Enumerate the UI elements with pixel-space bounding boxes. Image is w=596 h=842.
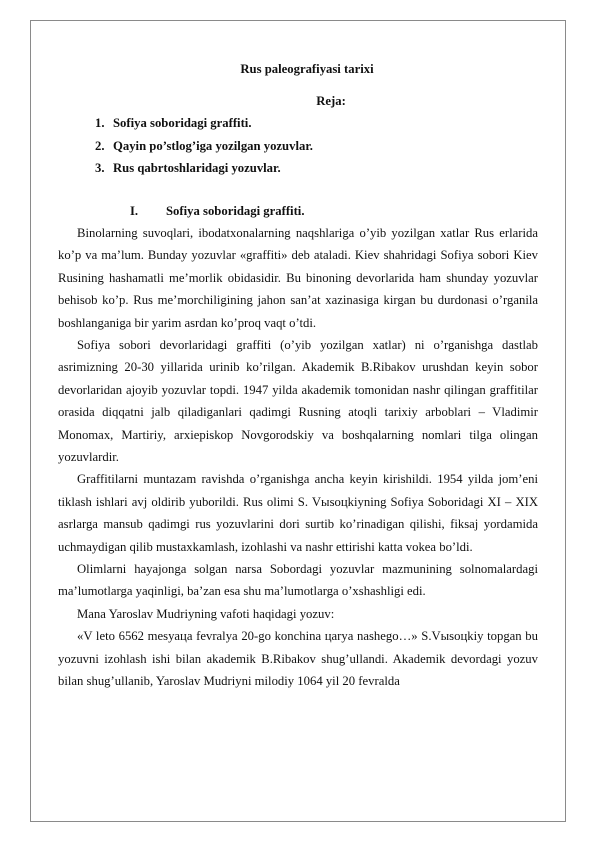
- body-paragraph: Mana Yaroslav Mudriyning vafoti haqidagi yozuv:: [77, 606, 335, 621]
- section-title: Sofiya soboridagi graffiti.: [166, 203, 305, 218]
- plan-item: [95, 112, 538, 134]
- body-paragraph: Olimlarni hayajonga solgan narsa Sobordagi yozuvlar mazmunining solnomalardagi ma’lumotlarga yaqinligi, ba’zan esa shu ma’lumotlarga o’xshashligi edi.: [58, 562, 538, 599]
- plan-list: [58, 112, 538, 179]
- section-number: I.: [130, 203, 139, 218]
- document-title: Rus paleografiyasi tarixi: [240, 62, 374, 76]
- plan-item-number: 3.: [95, 161, 105, 176]
- plan-heading: Reja:: [316, 94, 346, 108]
- plan-item-text: Qayin po’stlog’iga yozilgan yozuvlar.: [113, 138, 313, 153]
- document-content: [58, 58, 538, 693]
- plan-item: [95, 135, 538, 157]
- body-paragraph: Graffitilarni muntazam ravishda o’rganishga ancha keyin kirishildi. 1954 yilda jom’eni tiklash ishlari avj oldirib yuborildi. Rus olimi S. Vыsoцkiyning Sofiya Soboridagi XI – XIX asrlarga mansub qadimgi rus yozuvlarini dori surtib ko’rinadigan qilishi, fiksaj yordamida uchmaydigan qilib mustaxkamlash, izohlashi va nashr ettirishi katta vokea bo’ldi.: [58, 472, 538, 554]
- plan-item-text: Sofiya soboridagi graffiti.: [113, 116, 252, 131]
- body-paragraph: «V leto 6562 mesyaцa fevralya 20-go konchina цarya nashego…» S.Vыsoцkiy topgan bu yozuvni izohlash ishi bilan akademik B.Ribakov shug’ullandi. Akademik devordagi yozuv bilan shug’ullanib, Yaroslav Mudriyni milodiy 1064 yil 20 fevralda: [58, 629, 538, 689]
- section-heading: [130, 200, 538, 222]
- plan-item-text: Rus qabrtoshlaridagi yozuvlar.: [113, 161, 281, 176]
- body-paragraph: Binolarning suvoqlari, ibodatxonalarning naqshlariga o’yib yozilgan xatlar Rus erlarida ko’p va ma’lum. Bunday yozuvlar «graffiti» deb ataladi. Kiev shahridagi Sofiya sobori Kiev Rusining hashamatli me’morlik obidasidir. Bu binoning devorlarida ham shunday yozuvlar behisob ko’p. Rus me’morchiligining jahon san’at xazinasiga kirgan bu durdonasi o’rganila boshlanganiga bir yarim asrdan ko’proq vaqt o’tdi.: [58, 225, 538, 330]
- plan-item-number: 2.: [95, 138, 105, 153]
- plan-item-number: 1.: [95, 116, 105, 131]
- document-page: [30, 20, 566, 822]
- plan-item: [95, 157, 538, 179]
- body-paragraph: Sofiya sobori devorlaridagi graffiti (o’yib yozilgan xatlar) ni o’rganishga dastlab asrimizning 20-30 yillarida urinib ko’rilgan. Akademik B.Ribakov urushdan keyin sobor devorlaridan ajoyib yozuvlar topdi. 1947 yilda akademik tomonidan nashr qilingan graffitilar orasida diqqatni jalb qiladiganlari qadimgi Rusning atoqli tarixiy arboblari – Vladimir Monomax, Martiriy, arxiepiskop Novgorodskiy va boshqalarning nomlari tilga olingan yozuvlardir.: [58, 338, 538, 465]
